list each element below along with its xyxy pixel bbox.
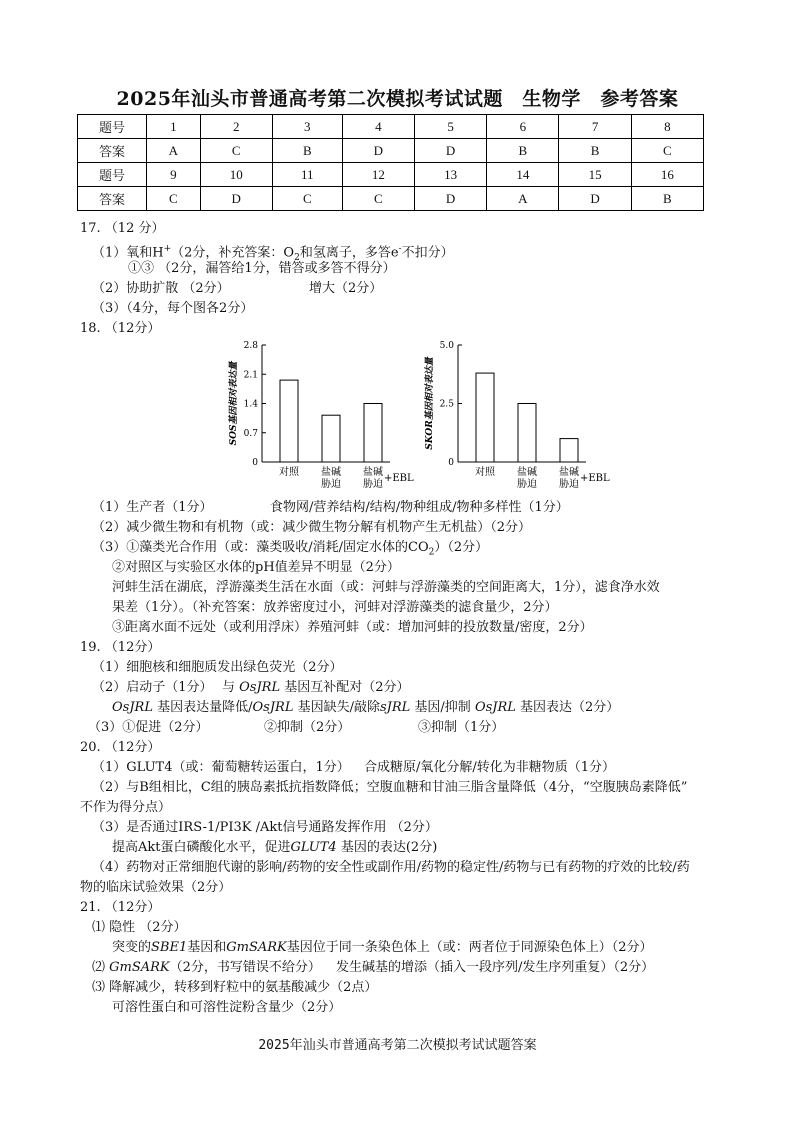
q19-line-4: （3）①促进（2分） ②抑制（2分） ③抑制（1分） bbox=[88, 720, 505, 735]
x-tick-label: 盐碱 bbox=[517, 467, 537, 478]
x-tick-label: 盐碱 bbox=[559, 467, 579, 478]
answer-table-cell: 6 bbox=[487, 115, 559, 139]
x-tick-label: 胁迫 bbox=[517, 479, 537, 490]
q18-line-5: 河蚌生活在湖底，浮游藻类生活在水面（或：河蚌与浮游藻类的空间距离大，1分），滤食净水效 bbox=[112, 580, 660, 595]
answer-table-cell: 4 bbox=[342, 115, 414, 139]
answer-table-row-head: 题号 bbox=[78, 163, 147, 187]
y-axis-label: SKOR基因相对表达量 bbox=[425, 357, 435, 450]
answer-table-cell: D bbox=[342, 139, 414, 163]
answer-table-cell: D bbox=[200, 187, 272, 211]
bar bbox=[364, 404, 382, 463]
answer-table-row-head: 题号 bbox=[78, 115, 147, 139]
y-tick-label: 0.7 bbox=[243, 428, 258, 439]
q17-line-1: （1）氧和H+（2分，补充答案：$O_2$和氢离子，多答e-不扣分） bbox=[92, 244, 454, 263]
answer-table-row bbox=[78, 139, 704, 163]
answer-table-cell: C bbox=[200, 139, 272, 163]
answer-table-cell: 15 bbox=[559, 163, 631, 187]
bar bbox=[476, 373, 494, 462]
answer-table-row-head: 答案 bbox=[78, 187, 147, 211]
q19-heading: 19. （12分） bbox=[80, 640, 161, 655]
bar bbox=[280, 380, 298, 462]
x-tick-label: 对照 bbox=[475, 467, 495, 478]
y-tick-label: 0 bbox=[448, 458, 454, 468]
answer-table-cell: A bbox=[147, 139, 201, 163]
answer-table-cell: D bbox=[414, 187, 486, 211]
bar bbox=[560, 439, 578, 462]
answer-table-cell: 11 bbox=[272, 163, 342, 187]
q21-heading: 21. （12分） bbox=[80, 900, 161, 915]
q18-line-7: ③距离水面不远处（或利用浮床）养殖河蚌（或：增加河蚌的投放数量/密度，2分） bbox=[112, 620, 593, 635]
y-tick-label: 2.1 bbox=[243, 370, 258, 381]
skor-bar-chart bbox=[418, 335, 618, 495]
q18-line-1: （1）生产者（1分） 食物网/营养结构/结构/物种组成/物种多样性（1分） bbox=[92, 500, 569, 515]
answer-table bbox=[77, 114, 704, 211]
q21-line-1: ⑴ 隐性 （2分） bbox=[92, 920, 187, 935]
answer-table-cell: 7 bbox=[559, 115, 631, 139]
x-tick-label: 胁迫 bbox=[559, 479, 579, 490]
q20-line-5: 提高Akt蛋白磷酸化水平，促进GLUT4 基因的表达(2分) bbox=[112, 840, 438, 855]
x-tick-label-ebl: +EBL bbox=[580, 473, 610, 484]
answer-table-cell: 10 bbox=[200, 163, 272, 187]
q18-line-2: （2）减少微生物和有机物（或：减少微生物分解有机物产生无机盐）（2分） bbox=[92, 520, 532, 535]
answer-table-cell: B bbox=[272, 139, 342, 163]
q18-line-4: ②对照区与实验区水体的pH值差异不明显（2分） bbox=[112, 560, 400, 575]
answer-table-cell: 12 bbox=[342, 163, 414, 187]
answer-table-cell: B bbox=[631, 187, 703, 211]
q21-line-3: ⑵ GmSARK（2分，书写错误不给分） 发生碱基的增添（插入一段序列/发生序列重复）（2分） bbox=[92, 960, 655, 975]
answer-table-cell: B bbox=[487, 139, 559, 163]
y-tick-label: 2.5 bbox=[439, 399, 454, 410]
bar bbox=[322, 415, 340, 462]
answer-table-cell: C bbox=[272, 187, 342, 211]
q21-line-4: ⑶ 降解减少，转移到籽粒中的氨基酸减少（2点） bbox=[92, 980, 378, 995]
q21-line-2: 突变的SBE1基因和GmSARK基因位于同一条染色体上（或：两者位于同源染色体上）（2分） bbox=[112, 940, 653, 955]
y-tick-label: 0 bbox=[252, 458, 258, 468]
answer-table-cell: 9 bbox=[147, 163, 201, 187]
answer-table-cell: 3 bbox=[272, 115, 342, 139]
answer-table-cell: C bbox=[631, 139, 703, 163]
q20-heading: 20. （12分） bbox=[80, 740, 161, 755]
answer-table-cell: C bbox=[147, 187, 201, 211]
q19-line-1: （1）细胞核和细胞质发出绿色荧光（2分） bbox=[92, 660, 343, 675]
q18-line-6: 果差（1分）。（补充答案：放养密度过小，河蚌对浮游藻类的滤食量少，2分） bbox=[112, 600, 558, 615]
x-tick-label: 胁迫 bbox=[321, 479, 341, 490]
q20-line-7: 物的临床试验效果（2分） bbox=[80, 880, 232, 895]
answer-table-cell: 14 bbox=[487, 163, 559, 187]
q18-line-3: （3）①藻类光合作用（或：藻类吸收/消耗/固定水体的$CO_2)(2$分） bbox=[92, 540, 489, 558]
x-tick-label: 胁迫 bbox=[363, 479, 383, 490]
q17-line-4: （3）（4分，每个图各2分） bbox=[92, 301, 254, 316]
answer-table-cell: C bbox=[342, 187, 414, 211]
sos-bar-chart bbox=[222, 335, 417, 495]
answer-table-cell: 2 bbox=[200, 115, 272, 139]
answer-table-cell: B bbox=[559, 139, 631, 163]
y-axis-label: SOS基因相对表达量 bbox=[229, 361, 239, 446]
answer-table-cell: D bbox=[414, 139, 486, 163]
x-tick-label: 对照 bbox=[279, 467, 299, 478]
answer-table-cell: 16 bbox=[631, 163, 703, 187]
q17-line-2: ①③ （2分，漏答给1分，错答或多答不得分） bbox=[128, 261, 396, 276]
answer-table-cell: 8 bbox=[631, 115, 703, 139]
q19-line-3: OsJRL 基因表达量降低/OsJRL 基因缺失/敲除sJRL 基因/抑制 OsJRL 基因表达（2分） bbox=[112, 700, 620, 715]
answer-table-row bbox=[78, 115, 704, 139]
page-title: 2025年汕头市普通高考第二次模拟考试试题 生物学 参考答案 bbox=[116, 88, 679, 110]
answer-table-row bbox=[78, 163, 704, 187]
q20-line-1: （1）GLUT4（或：葡萄糖转运蛋白，1分） 合成糖原/氧化分解/转化为非糖物质（1分） bbox=[92, 760, 616, 775]
y-tick-label: 1.4 bbox=[243, 399, 258, 410]
answer-table-cell: A bbox=[487, 187, 559, 211]
answer-table-cell: 1 bbox=[147, 115, 201, 139]
bar bbox=[518, 404, 536, 463]
q20-line-2: （2）与B组相比，C组的胰岛素抵抗指数降低；空腹血糖和甘油三脂含量降低（4分，“空腹胰岛素降低” bbox=[92, 780, 688, 795]
y-tick-label: 5.0 bbox=[439, 341, 454, 351]
q17-line-3: （2）协助扩散 （2分） 增大（2分） bbox=[92, 281, 383, 296]
answer-table-cell: D bbox=[559, 187, 631, 211]
q18-heading: 18. （12分） bbox=[80, 321, 161, 336]
y-tick-label: 2.8 bbox=[243, 341, 258, 351]
answer-table-row-head: 答案 bbox=[78, 139, 147, 163]
q17-heading: 17. （12 分） bbox=[80, 221, 165, 236]
q21-line-5: 可溶性蛋白和可溶性淀粉含量少（2分） bbox=[112, 1000, 342, 1015]
q20-line-4: （3）是否通过IRS-1/PI3K /Akt信号通路发挥作用 （2分） bbox=[92, 820, 438, 835]
x-tick-label: 盐碱 bbox=[363, 467, 383, 478]
x-tick-label-ebl: +EBL bbox=[384, 473, 414, 484]
answer-table-cell: 5 bbox=[414, 115, 486, 139]
q20-line-6: （4）药物对正常细胞代谢的影响/药物的安全性或副作用/药物的稳定性/药物与已有药物的疗效的比较/药 bbox=[92, 860, 690, 875]
q20-line-3: 不作为得分点） bbox=[80, 800, 172, 815]
x-tick-label: 盐碱 bbox=[321, 467, 341, 478]
page-footer: 2025年汕头市普通高考第二次模拟考试试题答案 bbox=[258, 1038, 537, 1053]
answer-table-row bbox=[78, 187, 704, 211]
q19-line-2: （2）启动子（1分） 与 OsJRL 基因互补配对（2分） bbox=[92, 680, 410, 695]
answer-table-cell: 13 bbox=[414, 163, 486, 187]
